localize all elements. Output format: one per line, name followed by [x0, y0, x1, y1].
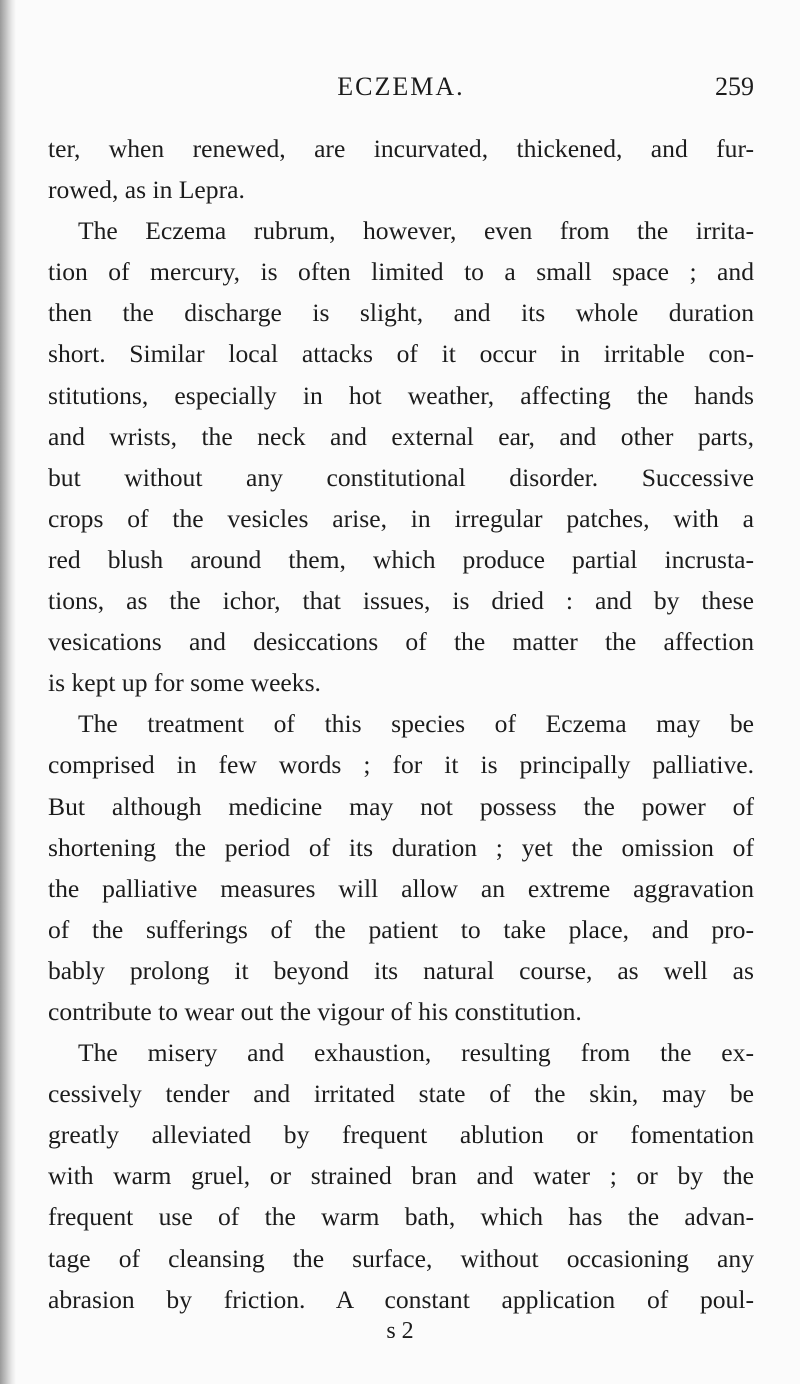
text-line: tions, as the ichor, that issues, is dried : and by these [48, 586, 754, 616]
text-line: bably prolong it beyond its natural course, as well as [48, 955, 754, 985]
text-line: red blush around them, which produce partial incrusta- [48, 544, 754, 574]
text-line: short. Similar local attacks of it occur in irritable con- [48, 339, 754, 369]
text-line: shortening the period of its duration ; yet the omission of [48, 832, 754, 862]
text-line: ter, when renewed, are incurvated, thickened, and fur- [48, 134, 754, 163]
text-line: with warm gruel, or strained bran and water ; or by the [48, 1161, 754, 1191]
text-line: the palliative measures will allow an extreme aggravation [48, 873, 754, 903]
text-line: The Eczema rubrum, however, even from the irrita- [78, 216, 754, 246]
text-line: but without any constitutional disorder. Successive [48, 462, 754, 492]
text-line: The misery and exhaustion, resulting from the ex- [78, 1038, 754, 1068]
text-line: tage of cleansing the surface, without occasioning any [48, 1243, 754, 1273]
text-line: is kept up for some weeks. [48, 668, 321, 698]
text-line: stitutions, especially in hot weather, affecting the hands [48, 380, 754, 410]
text-line: then the discharge is slight, and its whole duration [48, 298, 754, 328]
page-number: 259 [715, 72, 754, 101]
text-line: contribute to wear out the vigour of his constitution. [48, 996, 582, 1026]
text-line: tion of mercury, is often limited to a small space ; and [48, 257, 754, 287]
text-line: of the sufferings of the patient to take place, and pro- [48, 914, 754, 944]
signature-mark: s 2 [386, 1318, 414, 1344]
text-line: comprised in few words ; for it is principally palliative. [48, 750, 754, 780]
running-head: ECZEMA. [337, 72, 465, 101]
body-text [48, 128, 754, 1320]
text-line: greatly alleviated by frequent ablution or fomentation [48, 1120, 754, 1150]
text-line: vesications and desiccations of the matter the affection [48, 627, 754, 657]
text-line: frequent use of the warm bath, which has the advan- [48, 1202, 754, 1232]
text-line: crops of the vesicles arise, in irregular patches, with a [48, 503, 754, 533]
text-line: The treatment of this species of Eczema may be [78, 709, 754, 739]
text-line: rowed, as in Lepra. [48, 175, 245, 205]
page-header [48, 72, 754, 112]
text-line: But although medicine may not possess the power of [48, 791, 754, 821]
page-gutter-shadow [0, 0, 16, 1384]
text-line: and wrists, the neck and external ear, and other parts, [48, 421, 754, 451]
text-line: cessively tender and irritated state of the skin, may be [48, 1079, 754, 1109]
text-line: abrasion by friction. A constant application of poul- [48, 1284, 754, 1314]
